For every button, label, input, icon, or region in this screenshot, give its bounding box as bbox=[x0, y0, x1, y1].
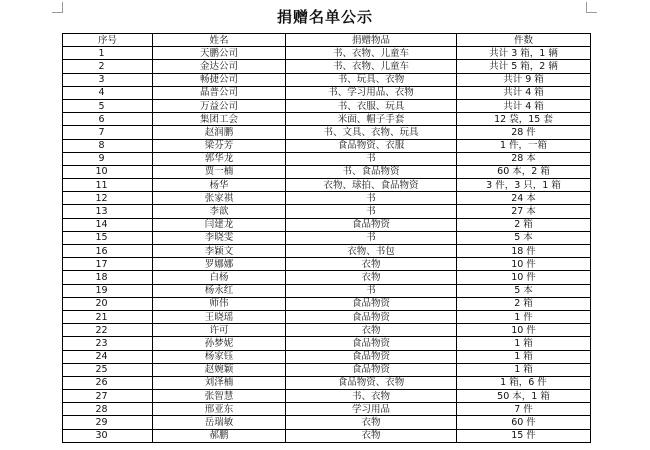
table-row bbox=[63, 231, 591, 244]
cell-name: 孙梦妮 bbox=[153, 337, 286, 350]
cell-no: 4 bbox=[63, 86, 153, 99]
table-header-row bbox=[63, 34, 591, 47]
cell-items: 食品物资、衣物 bbox=[286, 376, 457, 389]
cell-no: 29 bbox=[63, 416, 153, 429]
cell-items: 食品物资 bbox=[286, 297, 457, 310]
cell-no: 23 bbox=[63, 337, 153, 350]
cell-name: 师伟 bbox=[153, 297, 286, 310]
cell-items: 书、衣物、儿童车 bbox=[286, 60, 457, 73]
cell-items: 书、食品物资 bbox=[286, 165, 457, 178]
cell-no: 17 bbox=[63, 258, 153, 271]
cell-name: 王晓瑶 bbox=[153, 310, 286, 323]
table-row bbox=[63, 192, 591, 205]
cell-no: 20 bbox=[63, 297, 153, 310]
cell-no: 15 bbox=[63, 231, 153, 244]
cell-items: 书、衣物 bbox=[286, 390, 457, 403]
table-row bbox=[63, 47, 591, 60]
cell-items: 食品物资、衣服 bbox=[286, 139, 457, 152]
cell-qty: 7 件 bbox=[457, 403, 591, 416]
table-row bbox=[63, 165, 591, 178]
cell-no: 19 bbox=[63, 284, 153, 297]
cell-no: 12 bbox=[63, 192, 153, 205]
cell-name: 闫建龙 bbox=[153, 218, 286, 231]
table-row bbox=[63, 390, 591, 403]
cell-qty: 共计 9 箱 bbox=[457, 73, 591, 86]
cell-name: 赵婉颖 bbox=[153, 363, 286, 376]
cell-qty: 27 本 bbox=[457, 205, 591, 218]
cell-name: 天鹏公司 bbox=[153, 47, 286, 60]
cell-name: 畅捷公司 bbox=[153, 73, 286, 86]
cell-name: 张家祺 bbox=[153, 192, 286, 205]
cell-no: 2 bbox=[63, 60, 153, 73]
cell-name: 万益公司 bbox=[153, 99, 286, 112]
cell-no: 30 bbox=[63, 429, 153, 442]
cell-no: 25 bbox=[63, 363, 153, 376]
table-row bbox=[63, 337, 591, 350]
cell-qty: 50 本，1 箱 bbox=[457, 390, 591, 403]
cell-items: 衣物、书包 bbox=[286, 245, 457, 258]
cell-no: 27 bbox=[63, 390, 153, 403]
cell-qty: 24 本 bbox=[457, 192, 591, 205]
table-row bbox=[63, 139, 591, 152]
cell-name: 金达公司 bbox=[153, 60, 286, 73]
cell-name: 郭华龙 bbox=[153, 152, 286, 165]
cell-name: 杨家钰 bbox=[153, 350, 286, 363]
cell-qty: 共计 3 箱，1 辆 bbox=[457, 47, 591, 60]
cell-items: 书 bbox=[286, 231, 457, 244]
document-title: 捐赠名单公示 bbox=[276, 8, 373, 26]
cell-items: 食品物资 bbox=[286, 350, 457, 363]
cell-items: 书、文具、衣物、玩具 bbox=[286, 126, 457, 139]
table-row bbox=[63, 376, 591, 389]
cell-qty: 2 箱 bbox=[457, 297, 591, 310]
table-row bbox=[63, 363, 591, 376]
table-row bbox=[63, 271, 591, 284]
cell-qty: 60 本，2 箱 bbox=[457, 165, 591, 178]
cell-items: 衣物 bbox=[286, 416, 457, 429]
table-row bbox=[63, 429, 591, 442]
cell-qty: 1 件 bbox=[457, 310, 591, 323]
cell-qty: 1 箱 bbox=[457, 350, 591, 363]
header-name: 姓名 bbox=[153, 34, 286, 47]
cell-no: 9 bbox=[63, 152, 153, 165]
table-row bbox=[63, 310, 591, 323]
table-row bbox=[63, 297, 591, 310]
cell-items: 衣物 bbox=[286, 258, 457, 271]
cell-qty: 3 件，3 只，1 箱 bbox=[457, 179, 591, 192]
cell-items: 食品物资 bbox=[286, 363, 457, 376]
table-row bbox=[63, 152, 591, 165]
cell-items: 书、学习用品、衣物 bbox=[286, 86, 457, 99]
cell-no: 22 bbox=[63, 324, 153, 337]
cell-name: 李晓雯 bbox=[153, 231, 286, 244]
cell-items: 书、玩具、衣物 bbox=[286, 73, 457, 86]
cell-items: 书 bbox=[286, 192, 457, 205]
cell-qty: 1 件，一箱 bbox=[457, 139, 591, 152]
table-row bbox=[63, 324, 591, 337]
cell-no: 16 bbox=[63, 245, 153, 258]
cell-qty: 共计 4 箱 bbox=[457, 99, 591, 112]
table-row bbox=[63, 86, 591, 99]
cell-qty: 10 件 bbox=[457, 271, 591, 284]
cell-no: 18 bbox=[63, 271, 153, 284]
table-row bbox=[63, 403, 591, 416]
table-row bbox=[63, 113, 591, 126]
table-row bbox=[63, 99, 591, 112]
cell-qty: 5 本 bbox=[457, 284, 591, 297]
cell-no: 24 bbox=[63, 350, 153, 363]
cell-qty: 12 袋，15 套 bbox=[457, 113, 591, 126]
cell-qty: 1 箱 bbox=[457, 337, 591, 350]
cell-name: 杨华 bbox=[153, 179, 286, 192]
cell-no: 3 bbox=[63, 73, 153, 86]
cell-name: 集团工会 bbox=[153, 113, 286, 126]
cell-qty: 28 件 bbox=[457, 126, 591, 139]
cell-items: 米面、帽子手套 bbox=[286, 113, 457, 126]
cell-items: 食品物资 bbox=[286, 310, 457, 323]
table-row bbox=[63, 60, 591, 73]
cell-items: 书 bbox=[286, 205, 457, 218]
cell-no: 1 bbox=[63, 47, 153, 60]
cell-items: 书 bbox=[286, 152, 457, 165]
cell-qty: 15 件 bbox=[457, 429, 591, 442]
cell-items: 书、衣物、儿童车 bbox=[286, 47, 457, 60]
table-row bbox=[63, 416, 591, 429]
cell-no: 8 bbox=[63, 139, 153, 152]
cell-no: 14 bbox=[63, 218, 153, 231]
cell-items: 学习用品 bbox=[286, 403, 457, 416]
cell-qty: 18 件 bbox=[457, 245, 591, 258]
cell-qty: 60 件 bbox=[457, 416, 591, 429]
cell-name: 贾一楠 bbox=[153, 165, 286, 178]
cell-items: 书、衣服、玩具 bbox=[286, 99, 457, 112]
table-body bbox=[63, 47, 591, 443]
cell-name: 邢亚东 bbox=[153, 403, 286, 416]
cell-no: 28 bbox=[63, 403, 153, 416]
table-row bbox=[63, 258, 591, 271]
donation-table bbox=[62, 33, 591, 443]
table-row bbox=[63, 73, 591, 86]
cell-name: 赵润鹏 bbox=[153, 126, 286, 139]
cell-no: 11 bbox=[63, 179, 153, 192]
header-items: 捐赠物品 bbox=[286, 34, 457, 47]
cell-no: 5 bbox=[63, 99, 153, 112]
table-row bbox=[63, 284, 591, 297]
table-row bbox=[63, 179, 591, 192]
cell-qty: 10 件 bbox=[457, 258, 591, 271]
cell-qty: 2 箱 bbox=[457, 218, 591, 231]
cell-qty: 10 件 bbox=[457, 324, 591, 337]
table-row bbox=[63, 350, 591, 363]
cell-items: 衣物 bbox=[286, 271, 457, 284]
cell-qty: 共计 5 箱，2 辆 bbox=[457, 60, 591, 73]
cell-name: 白杨 bbox=[153, 271, 286, 284]
cell-qty: 共计 4 箱 bbox=[457, 86, 591, 99]
cell-qty: 1 箱，6 件 bbox=[457, 376, 591, 389]
cell-no: 7 bbox=[63, 126, 153, 139]
cell-no: 26 bbox=[63, 376, 153, 389]
cell-name: 梁芬芳 bbox=[153, 139, 286, 152]
header-no: 序号 bbox=[63, 34, 153, 47]
cell-name: 许可 bbox=[153, 324, 286, 337]
cell-items: 食品物资 bbox=[286, 218, 457, 231]
cell-items: 衣物 bbox=[286, 324, 457, 337]
cell-items: 衣物、球拍、食品物资 bbox=[286, 179, 457, 192]
cell-items: 衣物 bbox=[286, 429, 457, 442]
cell-name: 杨永红 bbox=[153, 284, 286, 297]
cell-name: 晶普公司 bbox=[153, 86, 286, 99]
cell-no: 6 bbox=[63, 113, 153, 126]
cell-items: 食品物资 bbox=[286, 337, 457, 350]
cell-items: 书 bbox=[286, 284, 457, 297]
cell-name: 罗娜娜 bbox=[153, 258, 286, 271]
cell-no: 13 bbox=[63, 205, 153, 218]
cell-qty: 1 箱 bbox=[457, 363, 591, 376]
cell-name: 李歆 bbox=[153, 205, 286, 218]
header-qty: 件数 bbox=[457, 34, 591, 47]
cell-name: 岳瑞敏 bbox=[153, 416, 286, 429]
table-row bbox=[63, 126, 591, 139]
cell-no: 21 bbox=[63, 310, 153, 323]
table-row bbox=[63, 218, 591, 231]
cell-qty: 28 本 bbox=[457, 152, 591, 165]
cell-qty: 5 本 bbox=[457, 231, 591, 244]
table-row bbox=[63, 245, 591, 258]
cell-name: 李颖文 bbox=[153, 245, 286, 258]
table-row bbox=[63, 205, 591, 218]
cell-name: 刘泽楠 bbox=[153, 376, 286, 389]
cell-name: 张智慧 bbox=[153, 390, 286, 403]
cell-name: 郝鹏 bbox=[153, 429, 286, 442]
cell-no: 10 bbox=[63, 165, 153, 178]
